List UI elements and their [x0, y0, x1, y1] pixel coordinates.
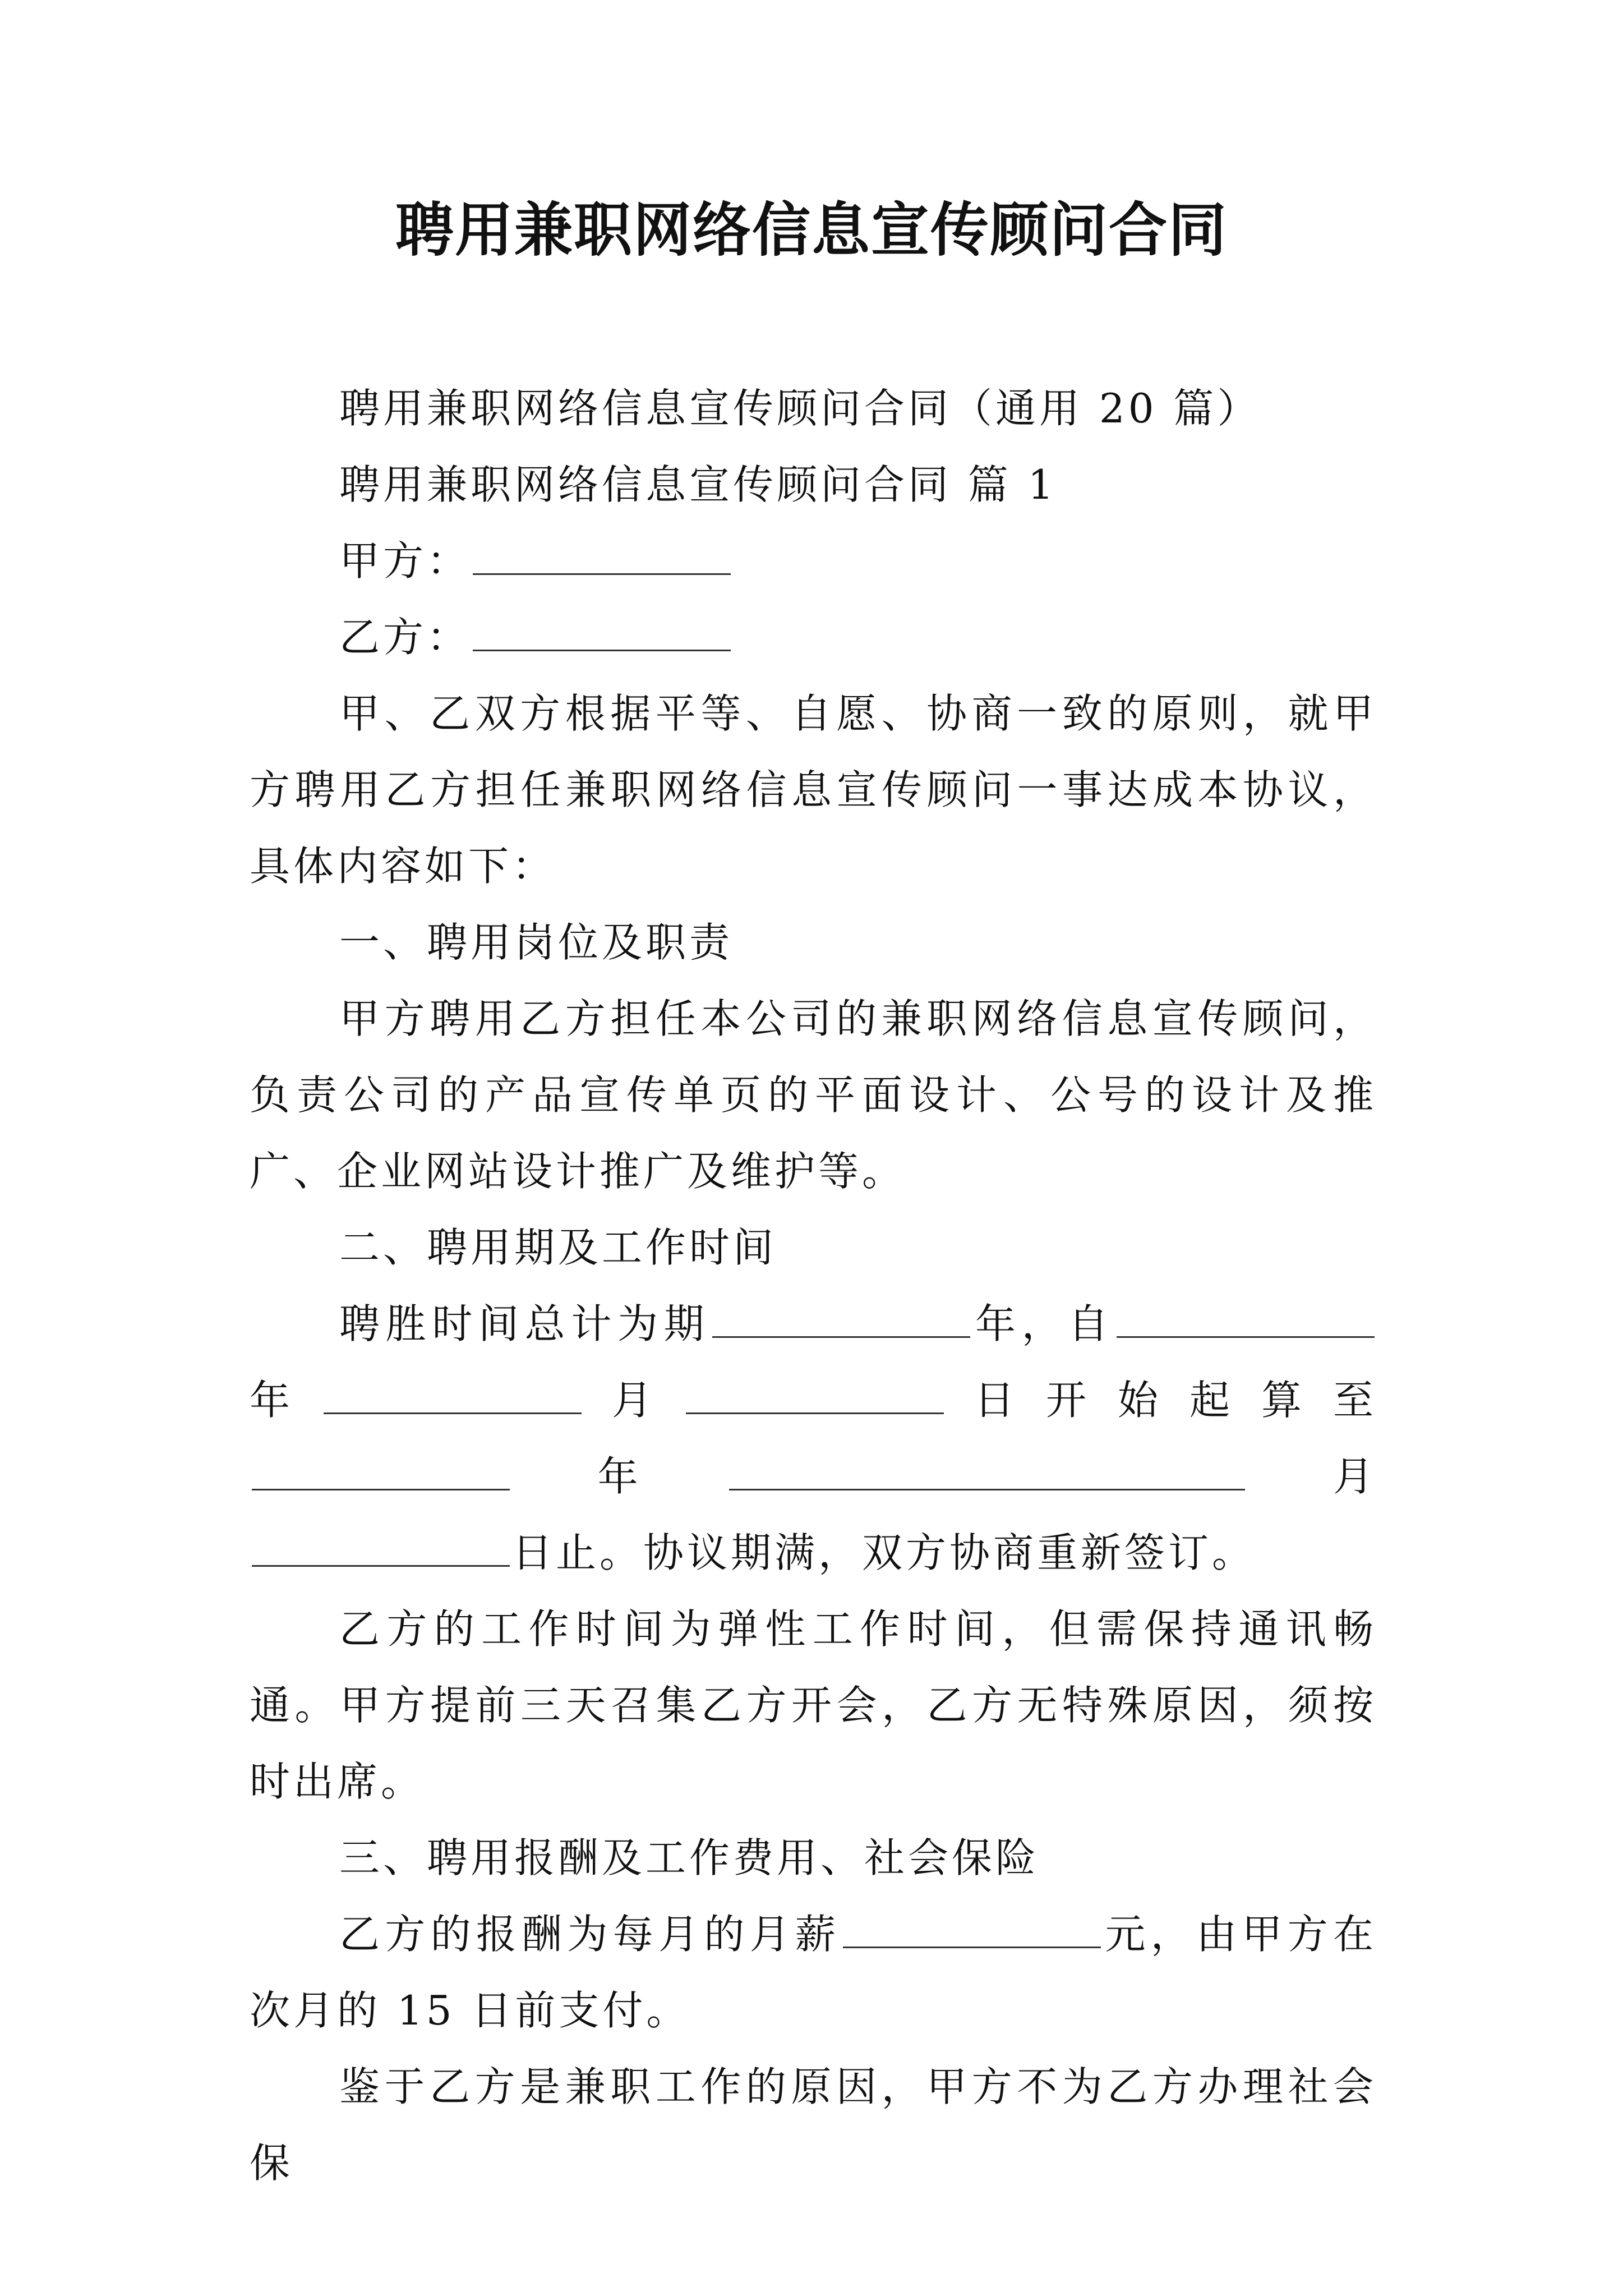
party-a-label: 甲方： — [339, 537, 471, 585]
end-day-blank — [252, 1531, 510, 1567]
end-month-blank — [729, 1455, 1245, 1490]
term-text-3: 年 — [250, 1377, 321, 1424]
term-paragraph — [250, 1286, 1377, 1591]
document-title: 聘用兼职网络信息宣传顾问合同 — [395, 195, 1228, 264]
paragraph-3: 鉴于乙方是兼职工作的原因，甲方不为乙方办理社会保 — [250, 2063, 1377, 2187]
pay-paragraph — [250, 1896, 1377, 2049]
start-month-blank — [324, 1379, 582, 1414]
subtitle: 聘用兼职网络信息宣传顾问合同（通用 20 篇） — [339, 385, 1261, 432]
term-text-7: 月 — [1247, 1453, 1377, 1500]
section-title: 聘用兼职网络信息宣传顾问合同 篇 1 — [339, 461, 1057, 508]
document-body — [250, 370, 1377, 2201]
pay-text-1: 乙方的报酬为每月的月薪 — [339, 1911, 841, 1958]
term-years-blank — [712, 1303, 970, 1338]
party-b-label: 乙方： — [339, 614, 471, 661]
start-day-blank — [686, 1379, 944, 1414]
salary-blank — [843, 1913, 1101, 1948]
term-text-5: 日开始起算至 — [946, 1377, 1377, 1424]
party-a-line — [250, 523, 1377, 599]
end-year-blank — [252, 1455, 510, 1490]
paragraph-2: 乙方的工作时间为弹性工作时间，但需保持通讯畅通。甲方提前三天召集乙方开会，乙方无特殊原因，须按时出席。 — [250, 1605, 1377, 1805]
term-text-6: 年 — [512, 1453, 727, 1500]
term-text-1: 聘胜时间总计为期 — [339, 1300, 711, 1347]
intro-paragraph: 甲、乙双方根据平等、自愿、协商一致的原则，就甲方聘用乙方担任兼职网络信息宣传顾问一事达成本协议，具体内容如下： — [250, 690, 1377, 890]
term-text-2: 年，自 — [972, 1300, 1114, 1347]
party-b-line — [250, 599, 1377, 675]
heading-1: 一、聘用岗位及职责 — [339, 919, 734, 966]
term-text-4: 月 — [584, 1377, 684, 1424]
party-a-blank — [473, 540, 731, 575]
term-text-8: 日止。协议期满，双方协商重新签订。 — [512, 1529, 1256, 1576]
party-b-blank — [473, 616, 731, 651]
pay-text-2: 元，由甲方在次月的 15 日前支付。 — [250, 1911, 1377, 2034]
heading-2: 二、聘用期及工作时间 — [339, 1224, 777, 1271]
paragraph-1: 甲方聘用乙方担任本公司的兼职网络信息宣传顾问，负责公司的产品宣传单页的平面设计、公号的设计及推广、企业网站设计推广及维护等。 — [250, 995, 1377, 1195]
start-year-blank — [1117, 1303, 1375, 1338]
heading-3: 三、聘用报酬及工作费用、社会保险 — [339, 1834, 1040, 1881]
